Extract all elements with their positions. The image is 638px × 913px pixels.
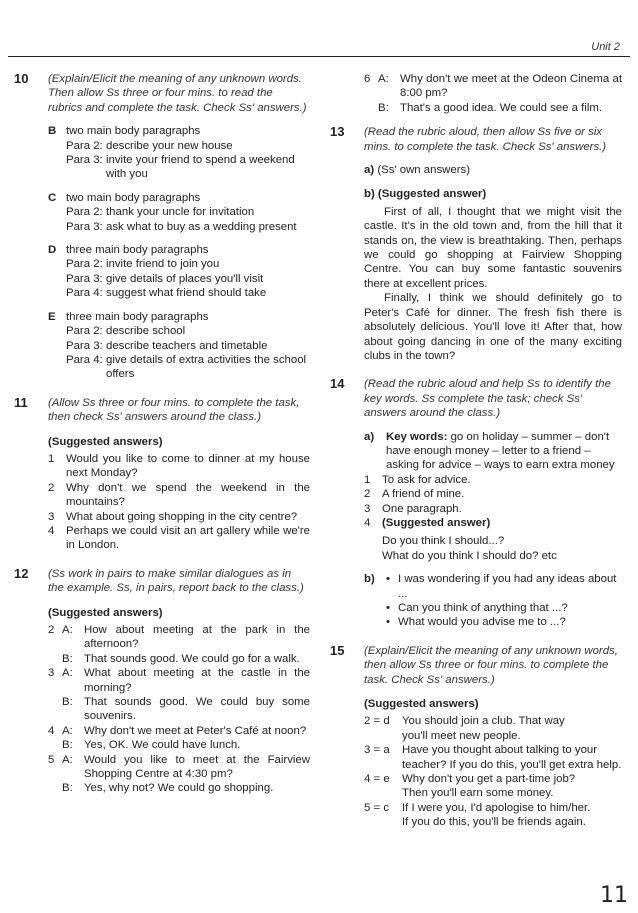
sample-line: What do you think I should do? etc [382, 549, 557, 562]
para-label: Para 4: [66, 353, 103, 366]
dialogue: 3 A: What about meeting at the castle in the morning? B: That sounds good. We could buy some souvenirs. [48, 667, 310, 723]
answer-c [48, 191, 310, 234]
item-label: C [48, 191, 57, 204]
key-words-text: go on holiday – summer – don't have enough money – letter to a friend – asking for advice – ways to earn extra money [386, 430, 615, 472]
exercise-number: 11 [14, 394, 28, 410]
bullet-item: Can you think of anything that ...? [398, 602, 568, 614]
para-label: Para 3: [66, 339, 103, 352]
rubric: (Read the rubric aloud and help Ss to identify the key words. Ss complete the task; check Ss' answers around the class.) [364, 378, 611, 420]
exercise-14: 14 (Read the rubric aloud and help Ss to identify the key words. Ss complete the task; check Ss' answers around the class.) a) Key words: go on holiday – summer – don't have enough money – letter to a friend – asking for advice – ways to earn extra money 1 To ask for advice. 2 A friend of mine. 3 One paragraph. 4 (Suggested answer) Do you think I should...? What do you think I should do? etc b) • I was wondering if you had any ideas about ... • Can you think of anything that ...? • What would you advise me to ...? [330, 377, 622, 630]
list-item: 2 A friend of mine. [364, 488, 465, 501]
list-item: 4 Perhaps we could visit an art gallery while we're in London. [48, 524, 310, 552]
match-item: 2 = d You should join a club. That way you'll meet new people. [364, 715, 565, 742]
dialogue: 4 A: Why don't we meet at Peter's Café at noon? B: Yes, OK. We could have lunch. [48, 724, 307, 752]
para-text: ask what to buy as a wedding present [106, 220, 297, 233]
match-item: 4 = e Why don't you get a part-time job? Then you'll earn some money. [364, 773, 576, 800]
para-label: Para 2: [66, 139, 103, 152]
match-item: 3 = a Have you thought about talking to your teacher? If you do this, you'll get extra help. [364, 744, 622, 771]
suggested-answers-heading: (Suggested answers) [48, 435, 163, 448]
bullet-item: What would you advise me to ...? [398, 616, 566, 629]
exercise-number: 13 [330, 124, 345, 140]
item-label: B [48, 125, 57, 138]
suggested-answers-heading: (Suggested answers) [364, 698, 479, 711]
item-title: two main body paragraphs [66, 191, 201, 204]
para-label: Para 2: [66, 258, 103, 271]
rubric: (Allow Ss three or four mins. to complete the task, then check Ss' answers around the class.) [48, 396, 300, 424]
para-label: Para 3: [66, 220, 103, 233]
rubric: (Ss work in pairs to make similar dialogues as in the example. Ss, in pairs, report back to the class.) [48, 567, 304, 595]
page-number: 11 [600, 882, 628, 908]
para-text: thank your uncle for invitation [106, 206, 255, 219]
left-column [14, 72, 310, 804]
para-text: describe your new house [106, 139, 233, 152]
para-text: invite your friend to spend a weekend with you [106, 154, 295, 181]
list-item: 4 (Suggested answer) [364, 516, 491, 529]
part-label: a) [364, 430, 375, 443]
exercise-number: 12 [14, 565, 29, 581]
list-item: 3 What about going shopping in the city centre? [48, 510, 298, 523]
list-item: 1 Would you like to come to dinner at my house next Monday? [48, 452, 310, 480]
item-title: three main body paragraphs [66, 244, 209, 257]
exercise-10 [14, 72, 310, 382]
para-text: suggest what friend should take [106, 287, 267, 300]
model-paragraph: First of all, I thought that we might visit the castle. It's in the old town and, from the hill that it stands on, the view is breathtaking. Then, perhaps we could go shopping at Fairview Shopping Centre. You can buy some fantastic souvenirs there at excellent prices. [364, 205, 622, 290]
exercise-15 [330, 644, 622, 830]
list-item: 1 To ask for advice. [364, 473, 471, 486]
exercise-number: 10 [14, 71, 29, 86]
suggested-answers-heading: (Suggested answers) [48, 606, 163, 619]
para-text: describe teachers and timetable [106, 339, 268, 352]
para-text: give details of extra activities the school offers [106, 353, 307, 381]
answer-b [48, 124, 310, 182]
para-text: describe school [106, 325, 186, 338]
answer-e [48, 310, 310, 382]
item-label: E [48, 310, 56, 323]
model-paragraph: Finally, I think we should definitely go to Peter's Café for dinner. The fresh fish there is absolutely delicious. You'll love it! After that, how about going dancing in one of the many exciting clubs in the town? [364, 292, 622, 362]
item-title: three main body paragraphs [66, 310, 209, 323]
dialogue: 2 A: How about meeting at the park in the afternoon? B: That sounds good. We could go for a walk. [48, 624, 310, 665]
unit-label: Unit 2 [591, 41, 620, 53]
dialogue: 5 A: Would you like to meet at the Fairview Shopping Centre at 4:30 pm? B: Yes, why not? We could go shopping. [48, 753, 310, 795]
exercise-13 [330, 125, 622, 363]
key-words-label: Key words: [386, 430, 448, 443]
match-item: 5 = c If I were you, I'd apologise to him/her. If you do this, you'll be friends again. [364, 801, 591, 829]
sample-line: Do you think I should...? [382, 535, 505, 548]
exercise-number: 14 [330, 376, 345, 392]
list-item: 2 Why don't we spend the weekend in the mountains? [48, 481, 310, 509]
exercise-12 [14, 567, 310, 796]
para-label: Para 3: [66, 272, 103, 285]
part-label: a) [364, 164, 375, 177]
exercise-number: 15 [330, 642, 345, 658]
para-label: Para 2: [66, 206, 103, 219]
right-column [330, 72, 622, 838]
part-text: (Ss' own answers) [377, 164, 471, 177]
rubric: (Explain/Elicit the meaning of any unknown words, then allow Ss three or four mins. to complete the task. Check Ss' answers.) [364, 644, 618, 686]
part-label: b) [364, 573, 375, 586]
para-label: Para 4: [66, 287, 103, 300]
para-label: Para 3: [66, 154, 103, 167]
exercise-11 [14, 396, 310, 553]
bullet-item: I was wondering if you had any ideas about ... [398, 573, 617, 600]
header-rule [8, 56, 630, 57]
dialogue-6: 6 A: Why don't we meet at the Odeon Cinema at 8:00 pm? B: That's a good idea. We could see a film. [364, 73, 622, 114]
para-label: Para 2: [66, 325, 103, 338]
para-text: give details of places you'll visit [106, 272, 264, 285]
item-title: two main body paragraphs [66, 125, 201, 138]
answer-d [48, 243, 310, 301]
rubric: (Read the rubric aloud, then allow Ss five or six mins. to complete the task. Check Ss' answers.) [364, 126, 607, 153]
rubric: (Explain/Elicit the meaning of any unknown words. Then allow Ss three or four mins. to read the rubrics and complete the task. Check Ss' answers.) [48, 73, 307, 114]
para-text: invite friend to join you [106, 258, 220, 271]
list-item: 3 One paragraph. [364, 502, 462, 515]
suggested-answer-heading: b) (Suggested answer) [364, 188, 487, 201]
item-label: D [48, 244, 57, 257]
